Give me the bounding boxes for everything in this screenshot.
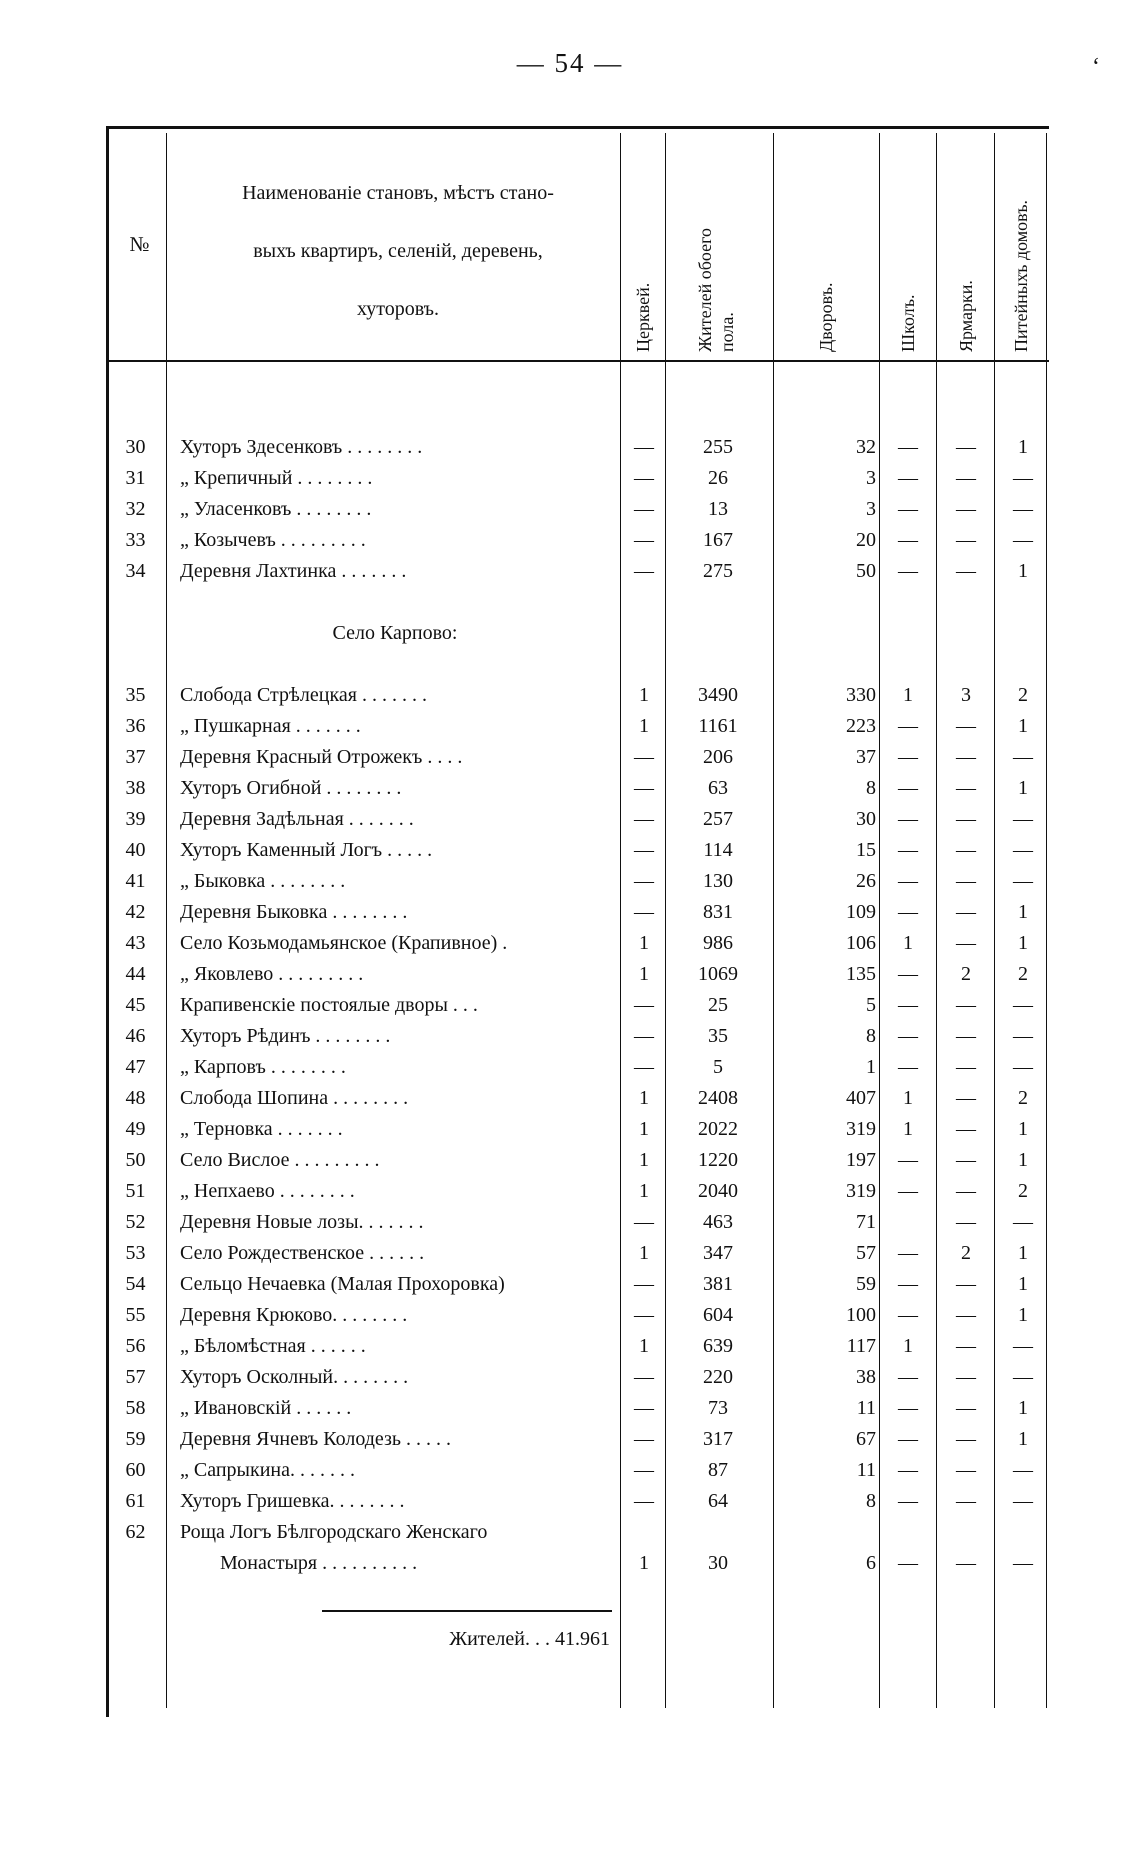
row-cell-c6: 1 xyxy=(1018,1273,1028,1295)
row-cell-c2: 220 xyxy=(703,1366,733,1388)
row-cell-name-cont: Монастыря . . . . . . . . . . xyxy=(220,1552,418,1574)
row-cell-c4: — xyxy=(898,746,918,768)
row-cell-c1: — xyxy=(634,1459,654,1481)
row-cell-num: 50 xyxy=(125,1149,146,1171)
row-cell-c5: — xyxy=(956,436,976,458)
row-cell-name: Крапивенскіе постоялые дворы . . . xyxy=(180,994,478,1016)
header-residents xyxy=(694,228,738,352)
row-cell-c5: — xyxy=(956,1273,976,1295)
column-divider xyxy=(994,133,995,1708)
row-cell-c3: 330 xyxy=(846,684,876,706)
row-cell-c6: 1 xyxy=(1018,1242,1028,1264)
row-cell-num: 31 xyxy=(125,467,146,489)
row-cell-name: „ Быковка . . . . . . . . xyxy=(180,870,346,892)
row-cell-num: 58 xyxy=(125,1397,146,1419)
row-cell-c4: — xyxy=(898,870,918,892)
row-cell-c3: 117 xyxy=(846,1335,876,1357)
header-name-line: хуторовъ. xyxy=(356,298,439,320)
row-cell-name: „ Пушкарная . . . . . . . xyxy=(180,715,361,737)
row-cell-name: „ Крепичный . . . . . . . . xyxy=(180,467,373,489)
row-cell-c2: 63 xyxy=(708,777,728,799)
row-cell-c1: — xyxy=(634,1428,654,1450)
row-cell-c3: 197 xyxy=(846,1149,876,1171)
row-cell-c3: 319 xyxy=(846,1118,876,1140)
row-cell-c2: 275 xyxy=(703,560,733,582)
row-cell-c4: — xyxy=(898,1552,918,1574)
row-cell-c1: — xyxy=(634,777,654,799)
row-cell-c5: — xyxy=(956,1428,976,1450)
row-cell-c2: 639 xyxy=(703,1335,733,1357)
row-cell-c3: 8 xyxy=(866,777,876,799)
row-cell-c3: 407 xyxy=(846,1087,876,1109)
row-cell-c6: — xyxy=(1013,808,1033,830)
row-cell-c3: 8 xyxy=(866,1490,876,1512)
row-cell-c4: — xyxy=(898,963,918,985)
row-cell-c3: 59 xyxy=(856,1273,876,1295)
row-cell-c6: 1 xyxy=(1018,1118,1028,1140)
row-cell-c3: 11 xyxy=(856,1397,876,1419)
row-cell-c4: — xyxy=(898,901,918,923)
row-cell-c5: — xyxy=(956,1211,976,1233)
row-cell-c2: 463 xyxy=(703,1211,733,1233)
row-cell-c2: 167 xyxy=(703,529,733,551)
column-divider xyxy=(773,133,774,1708)
section-title: Село Карпово: xyxy=(332,622,458,644)
row-cell-c5: — xyxy=(956,1025,976,1047)
column-divider xyxy=(665,133,666,1708)
row-cell-c1: — xyxy=(634,1056,654,1078)
row-cell-name: Слобода Шопина . . . . . . . . xyxy=(180,1087,409,1109)
row-cell-c2: 130 xyxy=(703,870,733,892)
row-cell-c3: 3 xyxy=(866,467,876,489)
row-cell-name: Деревня Крюково. . . . . . . . xyxy=(180,1304,408,1326)
row-cell-c4: — xyxy=(898,1056,918,1078)
row-cell-c6: 1 xyxy=(1018,777,1028,799)
column-divider xyxy=(620,133,621,1708)
row-cell-c4: — xyxy=(898,560,918,582)
row-cell-c2: 206 xyxy=(703,746,733,768)
row-cell-c2: 25 xyxy=(708,994,728,1016)
row-cell-c6: 1 xyxy=(1018,436,1028,458)
sum-rule xyxy=(322,1610,612,1612)
row-cell-c1: 1 xyxy=(639,1180,649,1202)
row-cell-c2: 257 xyxy=(703,808,733,830)
row-cell-c6: 2 xyxy=(1018,684,1028,706)
row-cell-name: Село Рождественское . . . . . . xyxy=(180,1242,425,1264)
row-cell-num: 44 xyxy=(125,963,146,985)
row-cell-c6: 1 xyxy=(1018,932,1028,954)
row-cell-c1: 1 xyxy=(639,1149,649,1171)
row-cell-c4: — xyxy=(898,994,918,1016)
row-cell-c2: 114 xyxy=(703,839,733,861)
row-cell-num: 42 xyxy=(125,901,146,923)
row-cell-c5: — xyxy=(956,1335,976,1357)
row-cell-c5: — xyxy=(956,1180,976,1202)
row-cell-c6: — xyxy=(1013,746,1033,768)
row-cell-name: Деревня Новые лозы. . . . . . . xyxy=(180,1211,424,1233)
row-cell-c6: 2 xyxy=(1018,1180,1028,1202)
page-number: — 54 — xyxy=(516,48,624,78)
row-cell-c1: 1 xyxy=(639,1242,649,1264)
row-cell-c3: 223 xyxy=(846,715,876,737)
row-cell-c1: — xyxy=(634,746,654,768)
row-cell-c5: — xyxy=(956,746,976,768)
row-cell-name: Хуторъ Осколный. . . . . . . . xyxy=(180,1366,409,1388)
row-cell-c3: 15 xyxy=(856,839,876,861)
row-cell-c4: — xyxy=(898,839,918,861)
row-cell-c5: — xyxy=(956,901,976,923)
row-cell-c3: 135 xyxy=(846,963,876,985)
row-cell-c3: 3 xyxy=(866,498,876,520)
row-cell-c1: — xyxy=(634,901,654,923)
row-cell-c4: — xyxy=(898,529,918,551)
row-cell-c6: — xyxy=(1013,1366,1033,1388)
total-residents: Жителей. . . 41.961 xyxy=(449,1628,610,1650)
row-cell-name: „ Непхаево . . . . . . . . xyxy=(180,1180,355,1202)
row-cell-c4: — xyxy=(898,498,918,520)
row-cell-c1: 1 xyxy=(639,1335,649,1357)
row-cell-c5: — xyxy=(956,777,976,799)
row-cell-c1: — xyxy=(634,839,654,861)
row-cell-c5: — xyxy=(956,467,976,489)
row-cell-c1: — xyxy=(634,870,654,892)
row-cell-c4: — xyxy=(898,436,918,458)
row-cell-c6: — xyxy=(1013,839,1033,861)
row-cell-c1: — xyxy=(634,1490,654,1512)
row-cell-c5: — xyxy=(956,560,976,582)
row-cell-c2: 255 xyxy=(703,436,733,458)
row-cell-num: 62 xyxy=(125,1521,146,1543)
row-cell-num: 32 xyxy=(125,498,146,520)
row-cell-c4: — xyxy=(898,1149,918,1171)
row-cell-c4: 1 xyxy=(903,1118,913,1140)
row-cell-num: 33 xyxy=(125,529,146,551)
row-cell-c2: 87 xyxy=(708,1459,728,1481)
row-cell-c4: — xyxy=(898,1025,918,1047)
row-cell-c4: — xyxy=(898,1273,918,1295)
row-cell-c3: 38 xyxy=(856,1366,876,1388)
row-cell-c4: — xyxy=(898,1242,918,1264)
row-cell-c1: — xyxy=(634,529,654,551)
row-cell-c2: 381 xyxy=(703,1273,733,1295)
row-cell-c3: 20 xyxy=(856,529,876,551)
row-cell-c5: — xyxy=(956,1304,976,1326)
row-cell-name: Деревня Красный Отрожекъ . . . . xyxy=(180,746,463,768)
row-cell-c1: 1 xyxy=(639,1118,649,1140)
row-cell-c5: — xyxy=(956,1366,976,1388)
row-cell-c4: — xyxy=(898,1366,918,1388)
row-cell-c1: 1 xyxy=(639,963,649,985)
row-cell-c5: — xyxy=(956,932,976,954)
row-cell-c6: — xyxy=(1013,1056,1033,1078)
header-name xyxy=(178,164,618,338)
row-cell-c4: — xyxy=(898,1428,918,1450)
row-cell-name: Хуторъ Здесенковъ . . . . . . . . xyxy=(180,436,423,458)
row-cell-c1: — xyxy=(634,808,654,830)
row-cell-c5: — xyxy=(956,994,976,1016)
row-cell-num: 53 xyxy=(125,1242,146,1264)
row-cell-num: 37 xyxy=(125,746,146,768)
row-cell-c2: 3490 xyxy=(698,684,738,706)
row-cell-c1: 1 xyxy=(639,1087,649,1109)
row-cell-c3: 32 xyxy=(856,436,876,458)
row-cell-c5: — xyxy=(956,1552,976,1574)
row-cell-c6: — xyxy=(1013,1025,1033,1047)
row-cell-c2: 317 xyxy=(703,1428,733,1450)
row-cell-c5: — xyxy=(956,529,976,551)
row-cell-c4: 1 xyxy=(903,932,913,954)
row-cell-c2: 986 xyxy=(703,932,733,954)
row-cell-c1: — xyxy=(634,1211,654,1233)
row-cell-c5: 3 xyxy=(961,684,971,706)
row-cell-c6: 1 xyxy=(1018,1428,1028,1450)
row-cell-c1: — xyxy=(634,560,654,582)
row-cell-num: 43 xyxy=(125,932,146,954)
row-cell-c3: 11 xyxy=(856,1459,876,1481)
row-cell-num: 40 xyxy=(125,839,146,861)
row-cell-c2: 347 xyxy=(703,1242,733,1264)
row-cell-c5: — xyxy=(956,1490,976,1512)
row-cell-c5: — xyxy=(956,839,976,861)
row-cell-c3: 319 xyxy=(846,1180,876,1202)
row-cell-name: „ Терновка . . . . . . . xyxy=(180,1118,343,1140)
row-cell-c3: 1 xyxy=(866,1056,876,1078)
row-cell-name: Хуторъ Огибной . . . . . . . . xyxy=(180,777,402,799)
row-cell-c2: 5 xyxy=(713,1056,723,1078)
row-cell-c6: — xyxy=(1013,994,1033,1016)
header-taverns: Питейныхъ домовъ. xyxy=(1011,199,1031,352)
row-cell-c3: 30 xyxy=(856,808,876,830)
row-cell-c6: — xyxy=(1013,1459,1033,1481)
row-cell-c1: — xyxy=(634,1025,654,1047)
header-churches: Церквей. xyxy=(633,282,653,352)
row-cell-num: 59 xyxy=(125,1428,146,1450)
row-cell-num: 52 xyxy=(125,1211,146,1233)
row-cell-c1: 1 xyxy=(639,1552,649,1574)
row-cell-c1: 1 xyxy=(639,715,649,737)
row-cell-c4: — xyxy=(898,1459,918,1481)
row-cell-c6: 1 xyxy=(1018,560,1028,582)
row-cell-name: „ Козычевъ . . . . . . . . . xyxy=(180,529,366,551)
row-cell-c2: 26 xyxy=(708,467,728,489)
row-cell-c6: — xyxy=(1013,1211,1033,1233)
row-cell-c2: 1161 xyxy=(698,715,738,737)
row-cell-c3: 6 xyxy=(866,1552,876,1574)
row-cell-name: Село Козьмодамьянское (Крапивное) . xyxy=(180,932,508,954)
row-cell-c5: — xyxy=(956,808,976,830)
row-cell-c3: 71 xyxy=(856,1211,876,1233)
row-cell-name: Хуторъ Гришевка. . . . . . . . xyxy=(180,1490,405,1512)
row-cell-c1: — xyxy=(634,1273,654,1295)
row-cell-c3: 5 xyxy=(866,994,876,1016)
header-name-line: Наименованіе становъ, мѣстъ стано- xyxy=(242,182,554,204)
ink-mark: ‘ xyxy=(1092,54,1100,80)
row-cell-c4: — xyxy=(898,1180,918,1202)
row-cell-c6: — xyxy=(1013,1490,1033,1512)
row-cell-name: Село Вислое . . . . . . . . . xyxy=(180,1149,380,1171)
row-cell-c1: 1 xyxy=(639,684,649,706)
row-cell-c6: — xyxy=(1013,498,1033,520)
row-cell-c2: 30 xyxy=(708,1552,728,1574)
row-cell-c5: — xyxy=(956,498,976,520)
row-cell-c3: 67 xyxy=(856,1428,876,1450)
row-cell-num: 39 xyxy=(125,808,146,830)
row-cell-c2: 73 xyxy=(708,1397,728,1419)
row-cell-c5: — xyxy=(956,1087,976,1109)
row-cell-c6: 1 xyxy=(1018,1304,1028,1326)
row-cell-c3: 26 xyxy=(856,870,876,892)
row-cell-num: 57 xyxy=(125,1366,146,1388)
row-cell-c1: 1 xyxy=(639,932,649,954)
row-cell-name: Деревня Задѣльная . . . . . . . xyxy=(180,808,414,830)
row-cell-c5: — xyxy=(956,1397,976,1419)
row-cell-c3: 100 xyxy=(846,1304,876,1326)
row-cell-c5: — xyxy=(956,1149,976,1171)
row-cell-c6: — xyxy=(1013,467,1033,489)
row-cell-c2: 35 xyxy=(708,1025,728,1047)
row-cell-c6: 1 xyxy=(1018,1149,1028,1171)
column-divider xyxy=(936,133,937,1708)
row-cell-c3: 106 xyxy=(846,932,876,954)
row-cell-num: 51 xyxy=(125,1180,146,1202)
row-cell-c4: — xyxy=(898,1304,918,1326)
header-residents-line: пола. xyxy=(717,312,737,352)
row-cell-c3: 37 xyxy=(856,746,876,768)
row-cell-c1: — xyxy=(634,1397,654,1419)
row-cell-name: Сельцо Нечаевка (Малая Прохоровка) xyxy=(180,1273,505,1295)
row-cell-c6: — xyxy=(1013,1335,1033,1357)
row-cell-c3: 57 xyxy=(856,1242,876,1264)
row-cell-num: 35 xyxy=(125,684,146,706)
row-cell-name: Роща Логъ Бѣлгородскаго Женскаго xyxy=(180,1521,488,1543)
header-households: Дворовъ. xyxy=(816,282,836,352)
row-cell-c1: — xyxy=(634,498,654,520)
row-cell-name: Хуторъ Каменный Логъ . . . . . xyxy=(180,839,433,861)
row-cell-c1: — xyxy=(634,1366,654,1388)
row-cell-c1: — xyxy=(634,994,654,1016)
row-cell-c2: 831 xyxy=(703,901,733,923)
row-cell-c2: 2040 xyxy=(698,1180,738,1202)
row-cell-c2: 64 xyxy=(708,1490,728,1512)
row-cell-c5: — xyxy=(956,870,976,892)
row-cell-c5: 2 xyxy=(961,1242,971,1264)
row-cell-c5: — xyxy=(956,1056,976,1078)
header-number: № xyxy=(129,232,150,256)
row-cell-name: „ Сапрыкина. . . . . . . xyxy=(180,1459,355,1481)
row-cell-c6: 1 xyxy=(1018,1397,1028,1419)
row-cell-c6: 2 xyxy=(1018,963,1028,985)
row-cell-c1: — xyxy=(634,436,654,458)
header-fairs: Ярмарки. xyxy=(956,280,976,352)
header-rule xyxy=(106,360,1049,362)
row-cell-name: „ Уласенковъ . . . . . . . . xyxy=(180,498,372,520)
row-cell-c5: — xyxy=(956,1118,976,1140)
row-cell-c4: — xyxy=(898,1397,918,1419)
row-cell-c2: 1220 xyxy=(698,1149,738,1171)
row-cell-c4: — xyxy=(898,467,918,489)
row-cell-num: 49 xyxy=(125,1118,146,1140)
row-cell-c3: 50 xyxy=(856,560,876,582)
row-cell-num: 48 xyxy=(125,1087,146,1109)
row-cell-c6: 2 xyxy=(1018,1087,1028,1109)
row-cell-name: Деревня Ячневъ Колодезь . . . . . xyxy=(180,1428,452,1450)
row-cell-name: „ Яковлево . . . . . . . . . xyxy=(180,963,364,985)
row-cell-num: 38 xyxy=(125,777,146,799)
row-cell-c2: 1069 xyxy=(698,963,738,985)
row-cell-c4: 1 xyxy=(903,1087,913,1109)
row-cell-c6: 1 xyxy=(1018,715,1028,737)
row-cell-num: 54 xyxy=(125,1273,146,1295)
row-cell-c1: — xyxy=(634,467,654,489)
row-cell-c5: 2 xyxy=(961,963,971,985)
row-cell-c2: 604 xyxy=(703,1304,733,1326)
row-cell-name: „ Ивановскій . . . . . . xyxy=(180,1397,352,1419)
header-residents-line: Жителей обоего xyxy=(695,227,715,352)
row-cell-name: Деревня Быковка . . . . . . . . xyxy=(180,901,408,923)
row-cell-c6: — xyxy=(1013,529,1033,551)
row-cell-name: Деревня Лахтинка . . . . . . . xyxy=(180,560,407,582)
row-cell-c1: — xyxy=(634,1304,654,1326)
column-divider xyxy=(166,133,167,1708)
row-cell-name: „ Бѣломѣстная . . . . . . xyxy=(180,1335,366,1357)
row-cell-name: Хуторъ Рѣдинъ . . . . . . . . xyxy=(180,1025,391,1047)
row-cell-c2: 13 xyxy=(708,498,728,520)
row-cell-num: 45 xyxy=(125,994,146,1016)
row-cell-name: „ Карповъ . . . . . . . . xyxy=(180,1056,346,1078)
row-cell-num: 34 xyxy=(125,560,146,582)
row-cell-c6: — xyxy=(1013,1552,1033,1574)
row-cell-c4: 1 xyxy=(903,1335,913,1357)
row-cell-c5: — xyxy=(956,1459,976,1481)
row-cell-num: 56 xyxy=(125,1335,146,1357)
row-cell-num: 41 xyxy=(125,870,146,892)
row-cell-c4: — xyxy=(898,1490,918,1512)
row-cell-num: 61 xyxy=(125,1490,146,1512)
row-cell-c6: — xyxy=(1013,870,1033,892)
row-cell-c3: 8 xyxy=(866,1025,876,1047)
row-cell-c6: 1 xyxy=(1018,901,1028,923)
row-cell-c2: 2022 xyxy=(698,1118,738,1140)
row-cell-num: 60 xyxy=(125,1459,146,1481)
row-cell-c4: 1 xyxy=(903,684,913,706)
header-schools: Школъ. xyxy=(898,294,918,352)
row-cell-num: 47 xyxy=(125,1056,146,1078)
row-cell-num: 55 xyxy=(125,1304,146,1326)
row-cell-c5: — xyxy=(956,715,976,737)
row-cell-num: 30 xyxy=(125,436,146,458)
row-cell-c2: 2408 xyxy=(698,1087,738,1109)
row-cell-num: 36 xyxy=(125,715,146,737)
row-cell-c4: — xyxy=(898,715,918,737)
row-cell-num: 46 xyxy=(125,1025,146,1047)
header-name-line: выхъ квартиръ, селеній, деревень, xyxy=(253,240,543,262)
row-cell-c4: — xyxy=(898,808,918,830)
row-cell-c4: — xyxy=(898,777,918,799)
row-cell-name: Слобода Стрѣлецкая . . . . . . . xyxy=(180,684,427,706)
row-cell-c3: 109 xyxy=(846,901,876,923)
